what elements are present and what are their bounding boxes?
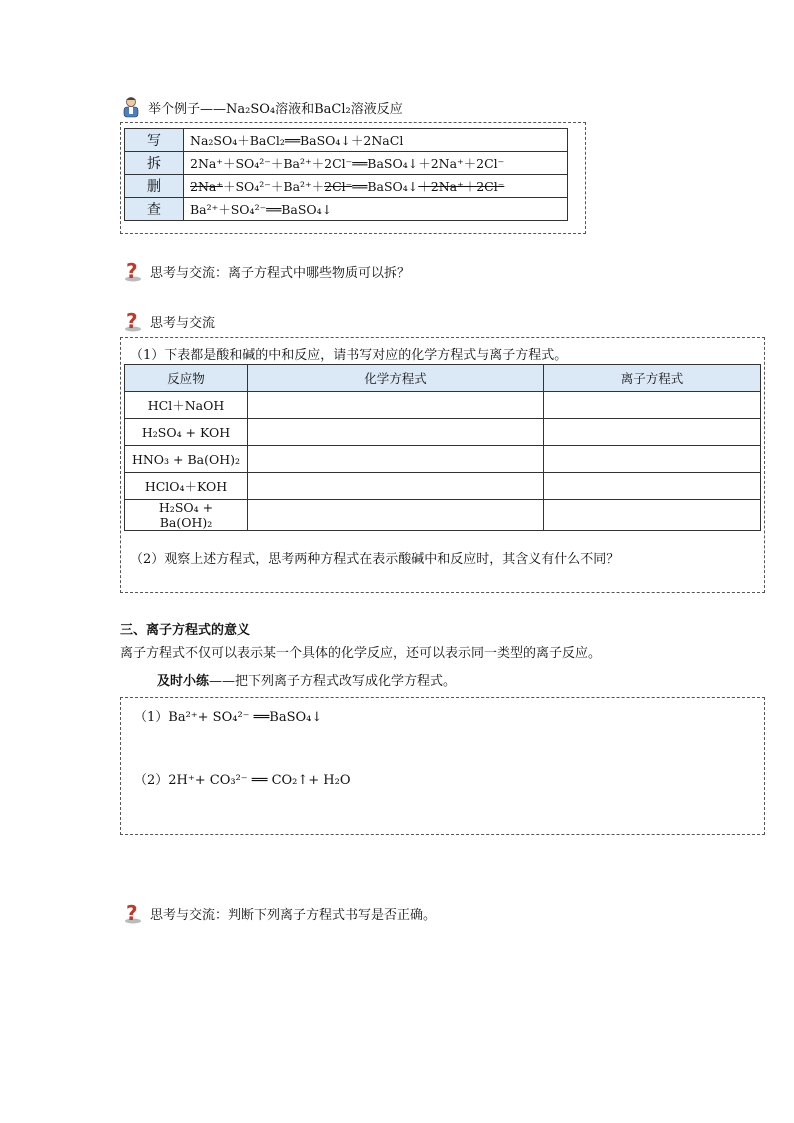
ionic-equation-answer[interactable] bbox=[544, 446, 761, 473]
example-table bbox=[124, 128, 568, 221]
kept-text: ＋SO₄²⁻＋Ba²⁺＋ bbox=[222, 179, 325, 194]
table-row bbox=[125, 500, 761, 531]
table-row bbox=[125, 129, 568, 152]
think-prompt-1 bbox=[122, 260, 410, 282]
ionic-equation-answer[interactable] bbox=[544, 392, 761, 419]
practice-item-2: （2）2H⁺+ CO₃²⁻ ══ CO₂↑+ H₂O bbox=[134, 773, 351, 788]
example-title: 举个例子——Na₂SO₄溶液和BaCl₂溶液反应 bbox=[148, 101, 403, 117]
svg-text:?: ? bbox=[126, 902, 138, 924]
svg-text:?: ? bbox=[126, 260, 138, 282]
chemical-equation-answer[interactable] bbox=[248, 392, 544, 419]
ionic-equation-answer[interactable] bbox=[544, 500, 761, 531]
section-body: 离子方程式不仅可以表示某一个具体的化学反应，还可以表示同一类型的离子反应。 bbox=[120, 646, 602, 661]
column-header: 反应物 bbox=[125, 365, 248, 392]
kept-text: ══BaSO₄↓ bbox=[352, 179, 419, 194]
struck-text: 2Na⁺ bbox=[190, 179, 223, 194]
table-row bbox=[125, 419, 761, 446]
practice-line bbox=[157, 670, 456, 689]
neutralization-table bbox=[124, 364, 761, 531]
step-content: 2Na⁺＋SO₄²⁻＋Ba²⁺＋2Cl⁻══BaSO₄↓＋2Na⁺＋2Cl⁻ bbox=[184, 152, 568, 175]
section-heading: 三、离子方程式的意义 bbox=[120, 623, 251, 638]
struck-text: ＋2Na⁺＋2Cl⁻ bbox=[418, 179, 505, 194]
question-mark-icon bbox=[122, 310, 144, 332]
practice-instruction: ——把下列离子方程式改写成化学方程式。 bbox=[209, 674, 457, 689]
chemical-equation-answer[interactable] bbox=[248, 419, 544, 446]
svg-text:?: ? bbox=[126, 310, 138, 332]
question-mark-icon bbox=[122, 260, 144, 282]
question-1: （1）下表都是酸和碱的中和反应，请书写对应的化学方程式与离子方程式。 bbox=[130, 348, 568, 363]
reactant-cell: HClO₄＋KOH bbox=[125, 473, 248, 500]
think-prompt-3 bbox=[122, 902, 436, 924]
step-content: Na₂SO₄＋BaCl₂══BaSO₄↓＋2NaCl bbox=[184, 129, 568, 152]
reactant-cell: HCl＋NaOH bbox=[125, 392, 248, 419]
table-row bbox=[125, 392, 761, 419]
ionic-equation-answer[interactable] bbox=[544, 473, 761, 500]
teacher-icon bbox=[120, 96, 142, 118]
reactant-cell: HNO₃ + Ba(OH)₂ bbox=[125, 446, 248, 473]
column-header: 化学方程式 bbox=[248, 365, 544, 392]
table-row bbox=[125, 198, 568, 221]
table-row bbox=[125, 446, 761, 473]
table-row bbox=[125, 175, 568, 198]
practice-label: 及时小练 bbox=[157, 674, 210, 689]
step-label: 拆 bbox=[125, 152, 184, 175]
reactant-cell: H₂SO₄ + KOH bbox=[125, 419, 248, 446]
chemical-equation-answer[interactable] bbox=[248, 446, 544, 473]
table-row bbox=[125, 152, 568, 175]
think-prompt-2 bbox=[122, 310, 215, 332]
step-content bbox=[184, 175, 568, 198]
think-title: 思考与交流 bbox=[150, 315, 216, 331]
chemical-equation-answer[interactable] bbox=[248, 500, 544, 531]
table-header-row bbox=[125, 365, 761, 392]
think-text: 思考与交流：判断下列离子方程式书写是否正确。 bbox=[150, 907, 437, 923]
think-text: 思考与交流：离子方程式中哪些物质可以拆？ bbox=[150, 265, 411, 281]
practice-item-1: （1）Ba²⁺+ SO₄²⁻ ══BaSO₄↓ bbox=[134, 710, 323, 725]
step-label: 删 bbox=[125, 175, 184, 198]
struck-text: 2Cl⁻ bbox=[324, 179, 353, 194]
step-content: Ba²⁺＋SO₄²⁻══BaSO₄↓ bbox=[184, 198, 568, 221]
example-header bbox=[120, 96, 403, 118]
question-2: （2）观察上述方程式，思考两种方程式在表示酸碱中和反应时，其含义有什么不同？ bbox=[130, 552, 620, 567]
ionic-equation-answer[interactable] bbox=[544, 419, 761, 446]
reactant-cell: H₂SO₄ + Ba(OH)₂ bbox=[125, 500, 248, 531]
step-label: 查 bbox=[125, 198, 184, 221]
chemical-equation-answer[interactable] bbox=[248, 473, 544, 500]
step-label: 写 bbox=[125, 129, 184, 152]
question-mark-icon bbox=[122, 902, 144, 924]
table-row bbox=[125, 473, 761, 500]
column-header: 离子方程式 bbox=[544, 365, 761, 392]
